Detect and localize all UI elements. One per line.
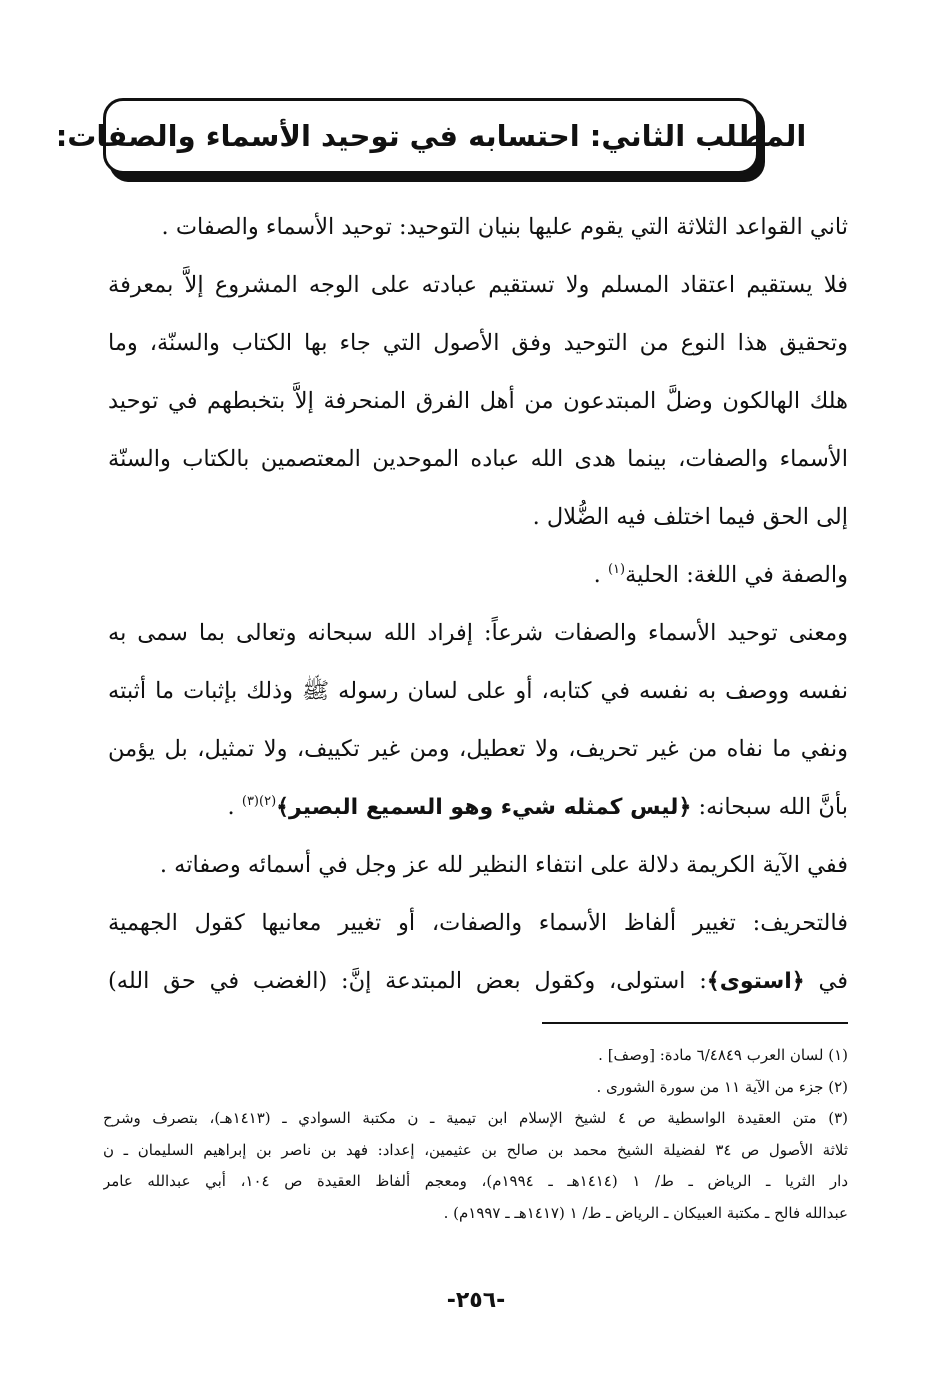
footnote: دار الثريا ـ الرياض ـ ط/ ١ (١٤١٤هـ ـ ١٩٩٤م)، ومعجم ألفاظ العقيدة ص ١٠٤، أبي عبدالله عامر: [103, 1172, 848, 1190]
footnote: (١) لسان العرب ٦/٤٨٤٩ مادة: [وصف] .: [598, 1046, 848, 1064]
body-line-text: بأنَّ الله سبحانه:: [698, 794, 848, 820]
body-line-quran: [108, 952, 848, 1010]
body-line: الأسماء والصفات، بينما هدى الله عباده الموحدين المعتصمين بالكتاب والسنّة: [108, 446, 848, 472]
quran-verse: ﴿ليس كمثله شيء وهو السميع البصير﴾: [276, 795, 692, 820]
body-line-footnoted: [108, 546, 848, 604]
body-line: فلا يستقيم اعتقاد المسلم ولا تستقيم عبادته على الوجه المشروع إلاَّ بمعرفة: [108, 272, 848, 298]
page-number: -٢٥٦-: [446, 1288, 506, 1313]
footnote: (٢) جزء من الآية ١١ من سورة الشورى .: [596, 1077, 848, 1096]
body-line: ثاني القواعد الثلاثة التي يقوم عليها بنيان التوحيد: توحيد الأسماء والصفات .: [161, 214, 848, 240]
body-line: ومعنى توحيد الأسماء والصفات شرعاً: إفراد الله سبحانه وتعالى بما سمى به: [108, 620, 848, 646]
body-line: وتحقيق هذا النوع من التوحيد وفق الأصول التي جاء بها الكتاب والسنّة، وما: [108, 330, 848, 356]
sentence-end: .: [593, 562, 608, 588]
body-line-text: والصفة في اللغة: الحلية: [625, 562, 848, 588]
footnote-separator: [542, 1022, 848, 1024]
body-line-text: في: [818, 968, 848, 994]
footnote: عبدالله فالح ـ مكتبة العبيكان ـ الرياض ـ ط/ ١ (١٤١٧هـ ـ ١٩٩٧م) .: [443, 1203, 848, 1222]
section-heading-box: [55, 98, 807, 174]
body-line-text: : استولى، وكقول بعض المبتدعة إنَّ: (الغضب في حق الله): [108, 968, 707, 994]
footnote-ref: (٢): [259, 794, 277, 809]
body-line-quran: [108, 778, 848, 836]
footnote-ref: (٣): [241, 794, 259, 809]
footnotes: [103, 1040, 848, 1229]
body-line: إلى الحق فيما اختلف فيه الضُّلال .: [532, 504, 848, 530]
body-line: ونفي ما نفاه من غير تحريف، ولا تعطيل، ومن غير تكييف، ولا تمثيل، بل يؤمن: [108, 736, 848, 762]
footnote: ثلاثة الأصول ص ٣٤ لفضيلة الشيخ محمد بن صالح بن عثيمين، إعداد: فهد بن ناصر بن إبراهيم السليمان ـ ن: [103, 1140, 848, 1159]
body-line: نفسه ووصف به نفسه في كتابه، أو على لسان رسوله ﷺ وذلك بإثبات ما أثبته: [108, 678, 848, 704]
body-line: ففي الآية الكريمة دلالة على انتفاء النظير لله عز وجل في أسمائه وصفاته .: [159, 852, 848, 878]
body-line: فالتحريف: تغيير ألفاظ الأسماء والصفات، أو تغيير معانيها كقول الجهمية: [108, 910, 848, 936]
body-text: [108, 198, 848, 1010]
footnote: (٣) متن العقيدة الواسطية ص ٤ لشيخ الإسلام ابن تيمية ـ ن مكتبة السوادي ـ (١٤١٣هـ)، بتصرف وشرح: [103, 1109, 848, 1127]
footnote-ref: (١): [607, 562, 626, 577]
quran-word: ﴿استوى﴾: [706, 969, 805, 994]
body-line: هلك الهالكون وضلَّ المبتدعون من أهل الفرق المنحرفة إلاَّ بتخبطهم في توحيد: [108, 388, 848, 414]
section-heading: المطلب الثاني: احتسابه في توحيد الأسماء والصفات:: [55, 119, 807, 153]
sentence-end: .: [227, 794, 242, 820]
